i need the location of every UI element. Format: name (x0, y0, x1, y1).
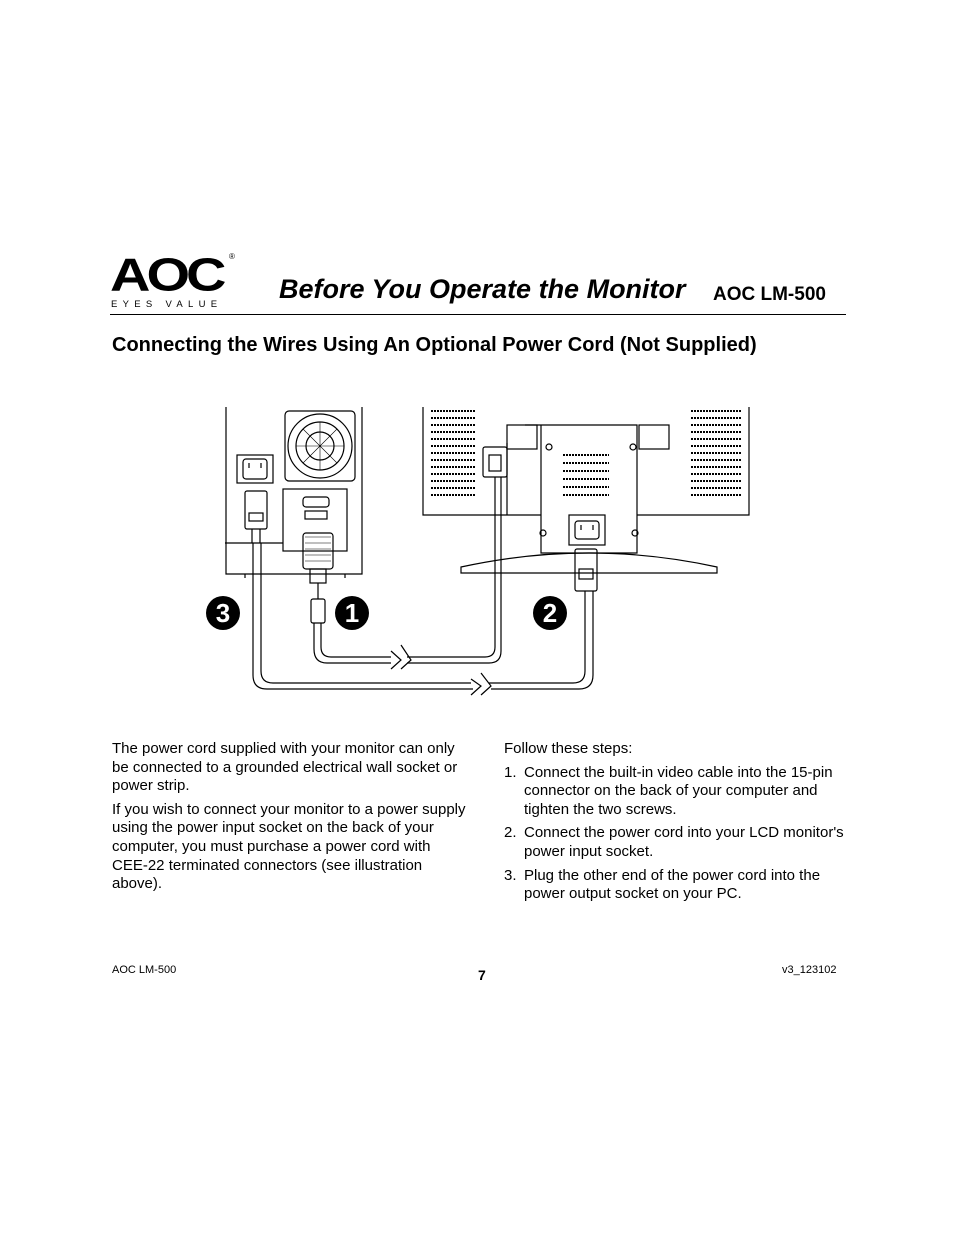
header-rule (110, 314, 846, 315)
footer-model: AOC LM-500 (112, 964, 177, 976)
list-item (504, 824, 849, 861)
steps-intro: Follow these steps: (504, 740, 633, 757)
list-item (504, 867, 849, 904)
svg-text:1: 1 (344, 598, 360, 628)
step-text: Plug the other end of the power cord into the power output socket on your PC. (524, 866, 821, 903)
steps-list (504, 764, 849, 904)
section-title: Connecting the Wires Using An Optional Power Cord (Not Supplied) (112, 334, 757, 356)
connection-illustration (205, 403, 755, 700)
step-text: Connect the built-in video cable into the 15-pin connector on the back of your computer and tighten the two screws. (524, 763, 833, 818)
registered-mark: ® (229, 252, 235, 261)
step-text: Connect the power cord into your LCD monitor's power input socket. (524, 824, 844, 860)
svg-text:2: 2 (542, 598, 558, 628)
paragraph: If you wish to connect your monitor to a power supply using the power input socket on the back of your computer, you must purchase a power cord with CEE-22 terminated connectors (see illustration above). (112, 800, 466, 893)
list-item (504, 764, 849, 820)
callout-1 (335, 596, 369, 630)
page-title: Before You Operate the Monitor (279, 274, 686, 304)
callout-2 (533, 596, 567, 630)
paragraph: The power cord supplied with your monitor can only be connected to a grounded electrical wall socket or power strip. (112, 740, 458, 795)
step-number: 3. (504, 866, 517, 884)
footer-version: v3_123102 (782, 964, 837, 976)
logo-wordmark: AOC (110, 248, 223, 301)
svg-text:3: 3 (215, 598, 231, 628)
callout-3 (206, 596, 240, 630)
step-number: 2. (504, 824, 517, 842)
left-column (112, 740, 467, 899)
model-name: AOC LM-500 (713, 284, 826, 305)
step-number: 1. (504, 763, 517, 781)
right-column (504, 740, 849, 909)
logo-tagline: EYES VALUE (111, 299, 223, 310)
page-number: 7 (478, 967, 486, 983)
